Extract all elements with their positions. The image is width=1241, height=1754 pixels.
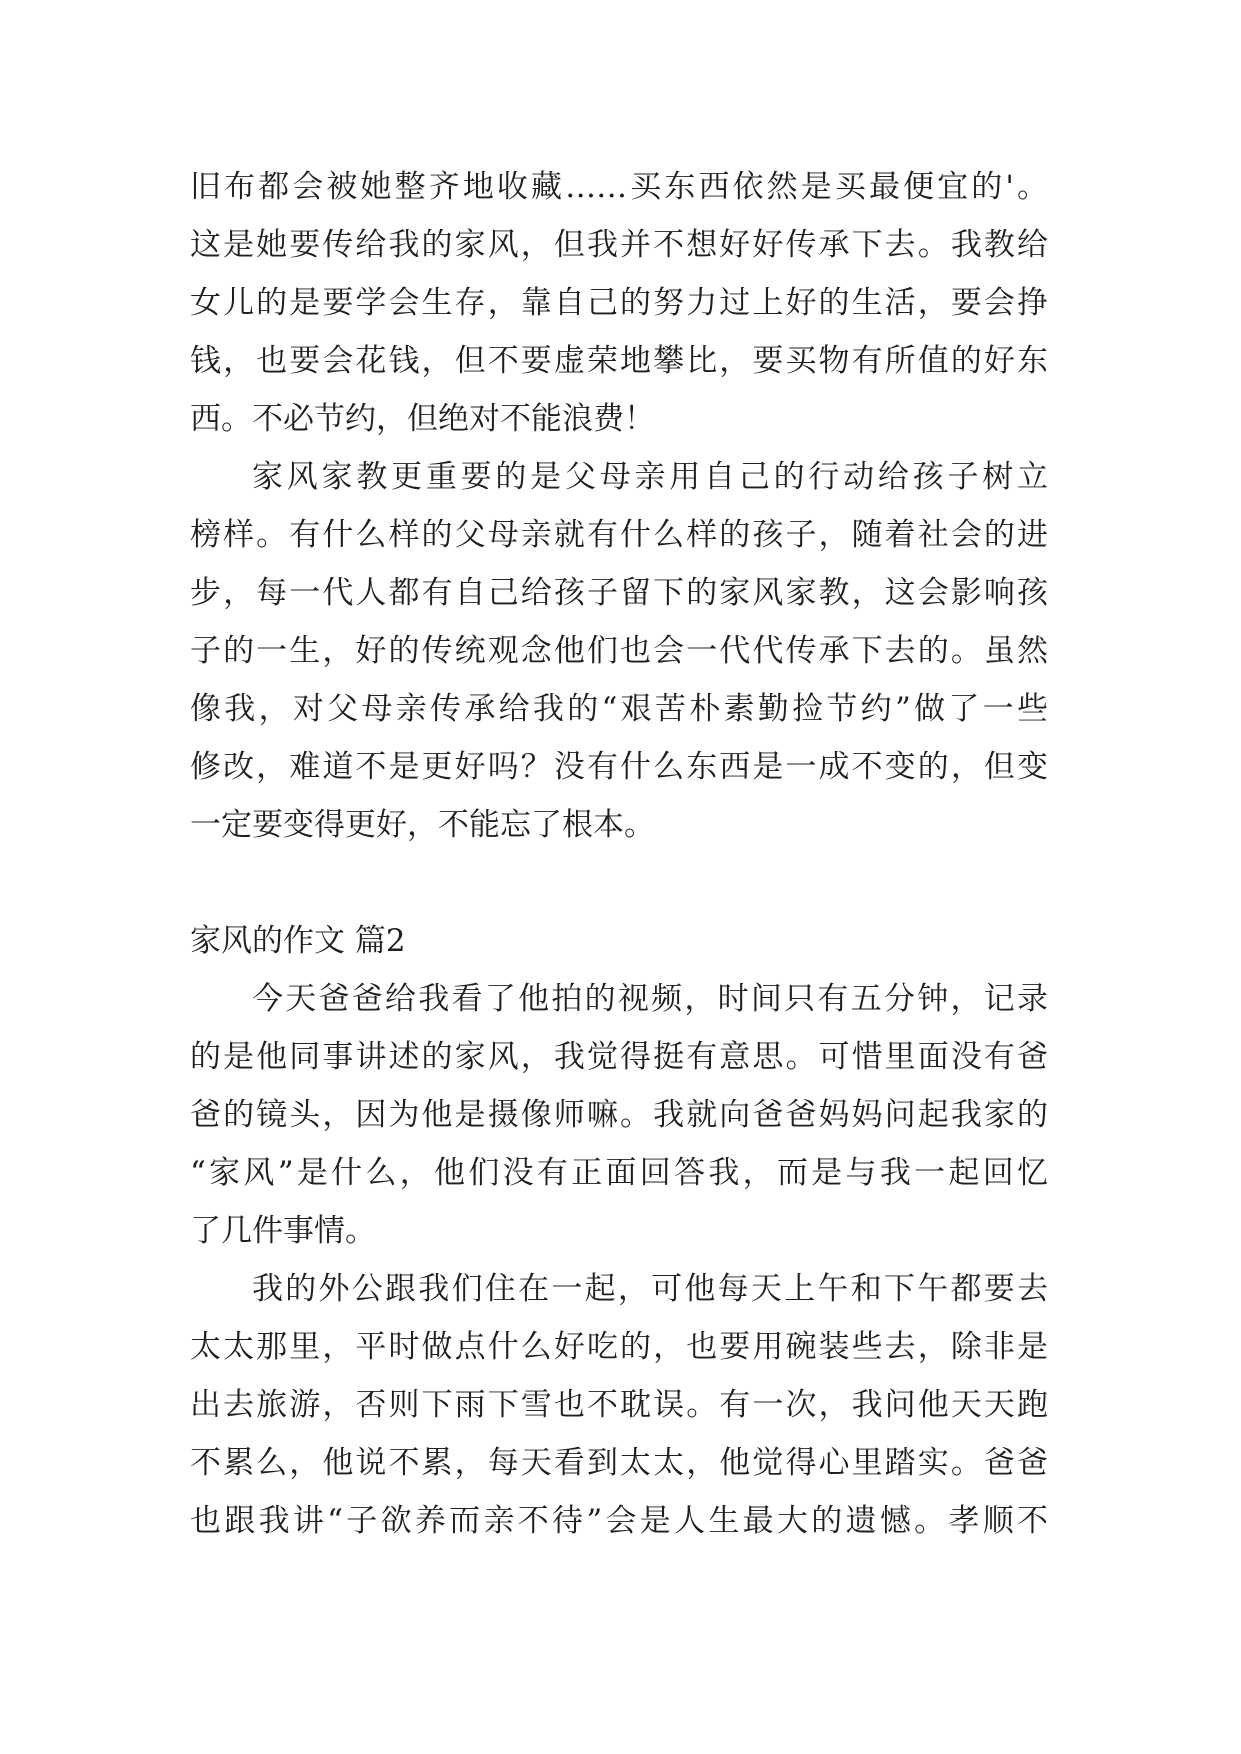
text-line: 家风家教更重要的是父母亲用自己的行动给孩子树立: [252, 459, 1048, 495]
text-line: 这是她要传给我的家风，但我并不想好好传承下去。我教给: [190, 227, 1048, 263]
text-line: 太太那里，平时做点什么好吃的，也要用碗装些去，除非是: [190, 1329, 1048, 1365]
text-line: 今天爸爸给我看了他拍的视频，时间只有五分钟，记录: [252, 981, 1048, 1017]
section-2-paragraph-2: [190, 1260, 1048, 1550]
text-line: 子的一生，好的传统观念他们也会一代代传承下去的。虽然: [190, 633, 1048, 669]
continuation-paragraph: [190, 158, 1048, 448]
paragraph-2: [190, 448, 1048, 854]
essay-1-body: [190, 158, 1048, 854]
text-line: 爸的镜头，因为他是摄像师嘛。我就向爸爸妈妈问起我家的: [190, 1097, 1048, 1133]
text-line: 西。不必节约，但绝对不能浪费！: [190, 401, 655, 437]
essay-2-body: [190, 970, 1048, 1550]
section-2-paragraph-1: [190, 970, 1048, 1260]
text-line: 出去旅游，否则下雨下雪也不耽误。有一次，我问他天天跑: [190, 1387, 1048, 1423]
text-line: 钱，也要会花钱，但不要虚荣地攀比，要买物有所值的好东: [190, 343, 1048, 379]
text-line: 女儿的是要学会生存，靠自己的努力过上好的生活，要会挣: [190, 285, 1048, 321]
text-line: 榜样。有什么样的父母亲就有什么样的孩子，随着社会的进: [190, 517, 1048, 553]
text-line: 了几件事情。: [190, 1213, 376, 1249]
text-line: 旧布都会被她整齐地收藏……买东西依然是买最便宜的'。: [190, 169, 1048, 205]
text-line: 的是他同事讲述的家风，我觉得挺有意思。可惜里面没有爸: [190, 1039, 1048, 1075]
section-heading: 家风的作文 篇2: [190, 923, 406, 959]
text-line: 一定要变得更好，不能忘了根本。: [190, 807, 655, 843]
text-line: 像我，对父母亲传承给我的“艰苦朴素勤捡节约”做了一些: [190, 691, 1048, 727]
text-line: 不累么，他说不累，每天看到太太，他觉得心里踏实。爸爸: [190, 1445, 1048, 1481]
text-line: 也跟我讲“子欲养而亲不待”会是人生最大的遗憾。孝顺不: [190, 1503, 1048, 1539]
text-line: 修改，难道不是更好吗？没有什么东西是一成不变的，但变: [190, 749, 1048, 785]
text-line: 步，每一代人都有自己给孩子留下的家风家教，这会影响孩: [190, 575, 1048, 611]
text-line: 我的外公跟我们住在一起，可他每天上午和下午都要去: [252, 1271, 1048, 1307]
text-line: “家风”是什么，他们没有正面回答我，而是与我一起回忆: [190, 1155, 1048, 1191]
